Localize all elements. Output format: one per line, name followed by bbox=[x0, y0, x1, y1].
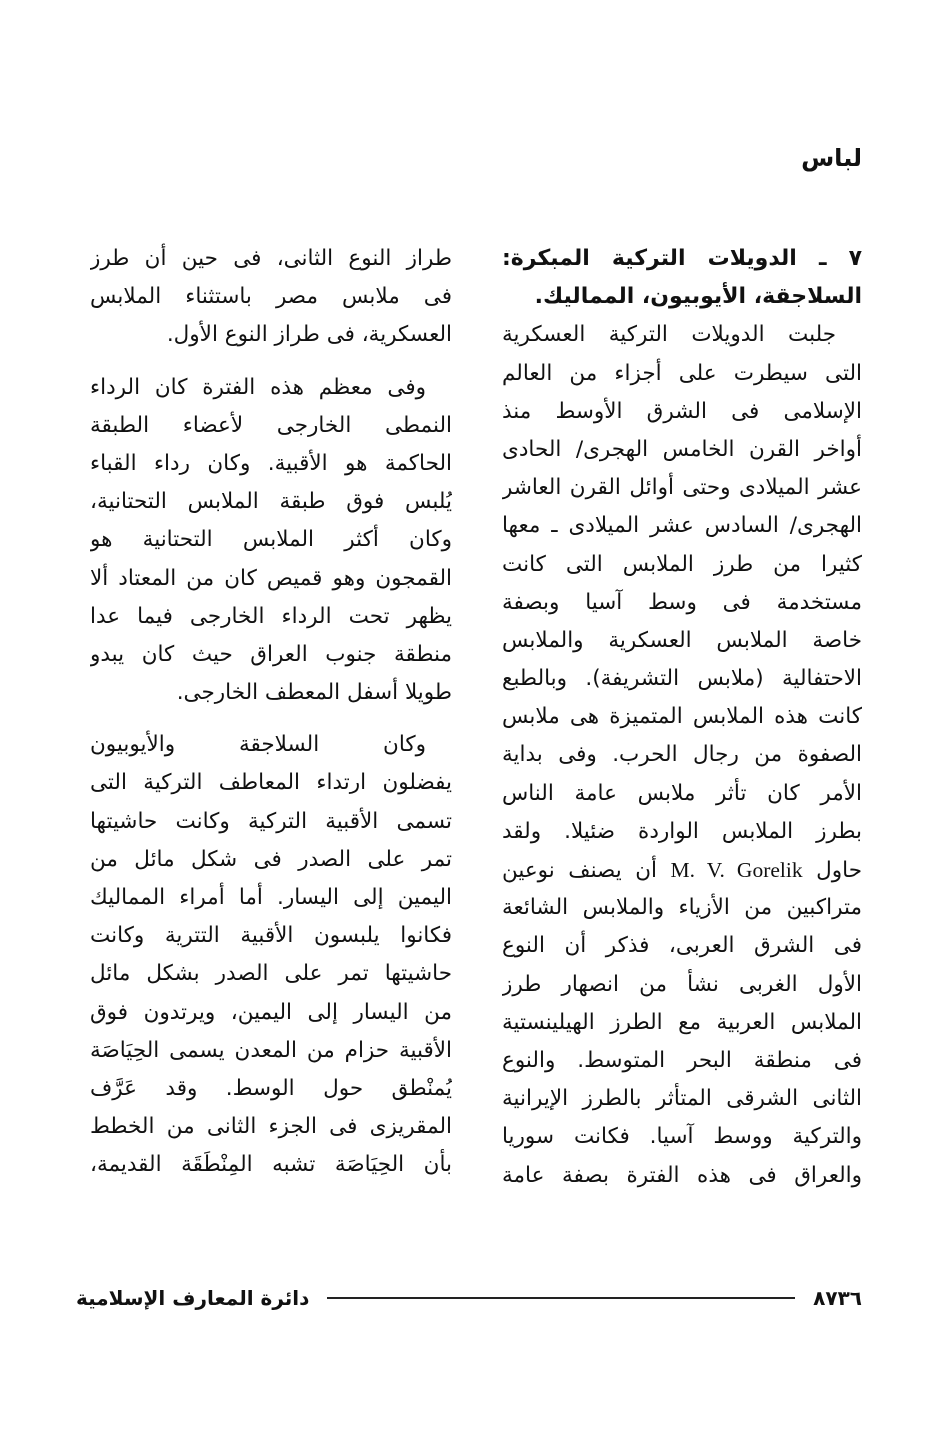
text-line: طراز النوع الثانى، فى حين أن طرز bbox=[90, 246, 452, 271]
section-heading-line: السلاجقة، الأيوبيون، المماليك. bbox=[534, 284, 862, 310]
text-line: تسمى الأقبية التركية وكانت حاشيتها bbox=[90, 808, 452, 834]
text-line: وكان أكثر الملابس التحتانية هو bbox=[90, 527, 452, 553]
text-line: فى ملابس مصر باستثناء الملابس bbox=[90, 284, 452, 310]
text-line: الأقبية حزام من المعدن يسمى الحِيَاصَة bbox=[90, 1037, 452, 1063]
text-line: اليمين إلى اليسار. أما أمراء المماليك bbox=[90, 885, 452, 910]
text-line: والتركية ووسط آسيا. فكانت سوريا bbox=[502, 1124, 862, 1150]
text-line: مستخدمة فى وسط آسيا وبصفة bbox=[502, 589, 862, 615]
page-number: ٨٧٣٦ bbox=[813, 1286, 862, 1310]
text-line: كثيرا من طرز الملابس التى كانت bbox=[502, 551, 862, 577]
text-line: فى الشرق العربى، فذكر أن النوع bbox=[502, 933, 862, 959]
text-line: فكانوا يلبسون الأقبية التترية وكانت bbox=[90, 923, 452, 949]
text-line: تمر على الصدر فى شكل مائل من bbox=[90, 846, 452, 872]
text-line: منطقة جنوب العراق حيث كان يبدو bbox=[90, 641, 452, 667]
text-line: وكان السلاجقة والأيوبيون bbox=[90, 732, 426, 758]
text-line: والعراق فى هذه الفترة بصفة عامة bbox=[502, 1162, 862, 1188]
text-line: جلبت الدويلات التركية العسكرية bbox=[502, 322, 836, 348]
text-line: الملابس العربية مع الطرز الهيلينستية bbox=[502, 1009, 862, 1035]
text-line: التى سيطرت على أجزاء من العالم bbox=[502, 360, 862, 386]
text-line: يظهر تحت الرداء الخارجى فيما عدا bbox=[90, 603, 452, 629]
paragraph-gap bbox=[90, 712, 452, 726]
text-line: وفى معظم هذه الفترة كان الرداء bbox=[90, 374, 426, 400]
text-line: بطرز الملابس الواردة ضئيلا. ولقد bbox=[502, 818, 862, 844]
text-line: أواخر القرن الخامس الهجرى/ الحادى bbox=[502, 436, 862, 462]
text-line: حاشيتها تمر على الصدر بشكل مائل bbox=[90, 961, 452, 987]
author-name: M. V. Gorelik bbox=[670, 858, 803, 882]
page-footer bbox=[76, 1280, 862, 1316]
text-line: يُلبس فوق طبقة الملابس التحتانية، bbox=[90, 489, 452, 515]
text-line: الحاكمة هو الأقبية. وكان رداء القباء bbox=[90, 450, 452, 476]
text-line: من اليسار إلى اليمين، ويرتدون فوق bbox=[90, 999, 452, 1025]
text-line: الإسلامى فى الشرق الأوسط منذ bbox=[502, 398, 862, 424]
text-line: يُمنْطق حول الوسط. وقد عَرَّف bbox=[90, 1075, 452, 1101]
text-line: بأن الحِيَاصَة تشبه المِنْطَقَة القديمة، bbox=[90, 1152, 452, 1178]
text-line: المقريزى فى الجزء الثانى من الخطط bbox=[90, 1114, 452, 1140]
text-line: خاصة الملابس العسكرية والملابس bbox=[502, 627, 862, 653]
text-line: عشر الميلادى وحتى أوائل القرن العاشر bbox=[502, 475, 862, 501]
text-line-with-citation bbox=[502, 851, 862, 889]
text-line: الهجرى/ السادس عشر الميلادى ـ معها bbox=[502, 513, 862, 539]
text-fragment: أن يصنف نوعين bbox=[502, 858, 657, 883]
text-line: القمجون وهو قميص كان من المعتاد ألا bbox=[90, 565, 452, 591]
text-line: يفضلون ارتداء المعاطف التركية التى bbox=[90, 770, 452, 796]
section-heading-line: ٧ ـ الدويلات التركية المبكرة: bbox=[502, 246, 862, 271]
text-line: النمطى الخارجى لأعضاء الطبقة bbox=[90, 412, 452, 438]
text-line: متراكبين من الأزياء والملابس الشائعة bbox=[502, 895, 862, 921]
text-line: الثانى الشرقى المتأثر بالطرز الإيرانية bbox=[502, 1086, 862, 1112]
text-fragment: حاول bbox=[816, 858, 862, 883]
left-column bbox=[90, 240, 452, 1185]
running-title: لباس bbox=[801, 144, 862, 172]
text-line: الصفوة من رجال الحرب. وفى بداية bbox=[502, 742, 862, 768]
paragraph-gap bbox=[90, 355, 452, 369]
footer-divider bbox=[327, 1297, 795, 1299]
right-column bbox=[502, 240, 862, 1195]
text-line: الاحتفالية (ملابس التشريفة). وبالطبع bbox=[502, 666, 862, 692]
publication-title: دائرة المعارف الإسلامية bbox=[76, 1286, 310, 1310]
text-line: فى منطقة البحر المتوسط. والنوع bbox=[502, 1047, 862, 1073]
text-line: الأمر كان تأثر ملابس عامة الناس bbox=[502, 780, 862, 806]
text-line: كانت هذه الملابس المتميزة هى ملابس bbox=[502, 704, 862, 730]
text-line: العسكرية، فى طراز النوع الأول. bbox=[166, 322, 452, 348]
text-line: الأول الغربى نشأ من انصهار طرز bbox=[502, 971, 862, 997]
text-line: طويلا أسفل المعطف الخارجى. bbox=[176, 680, 452, 706]
